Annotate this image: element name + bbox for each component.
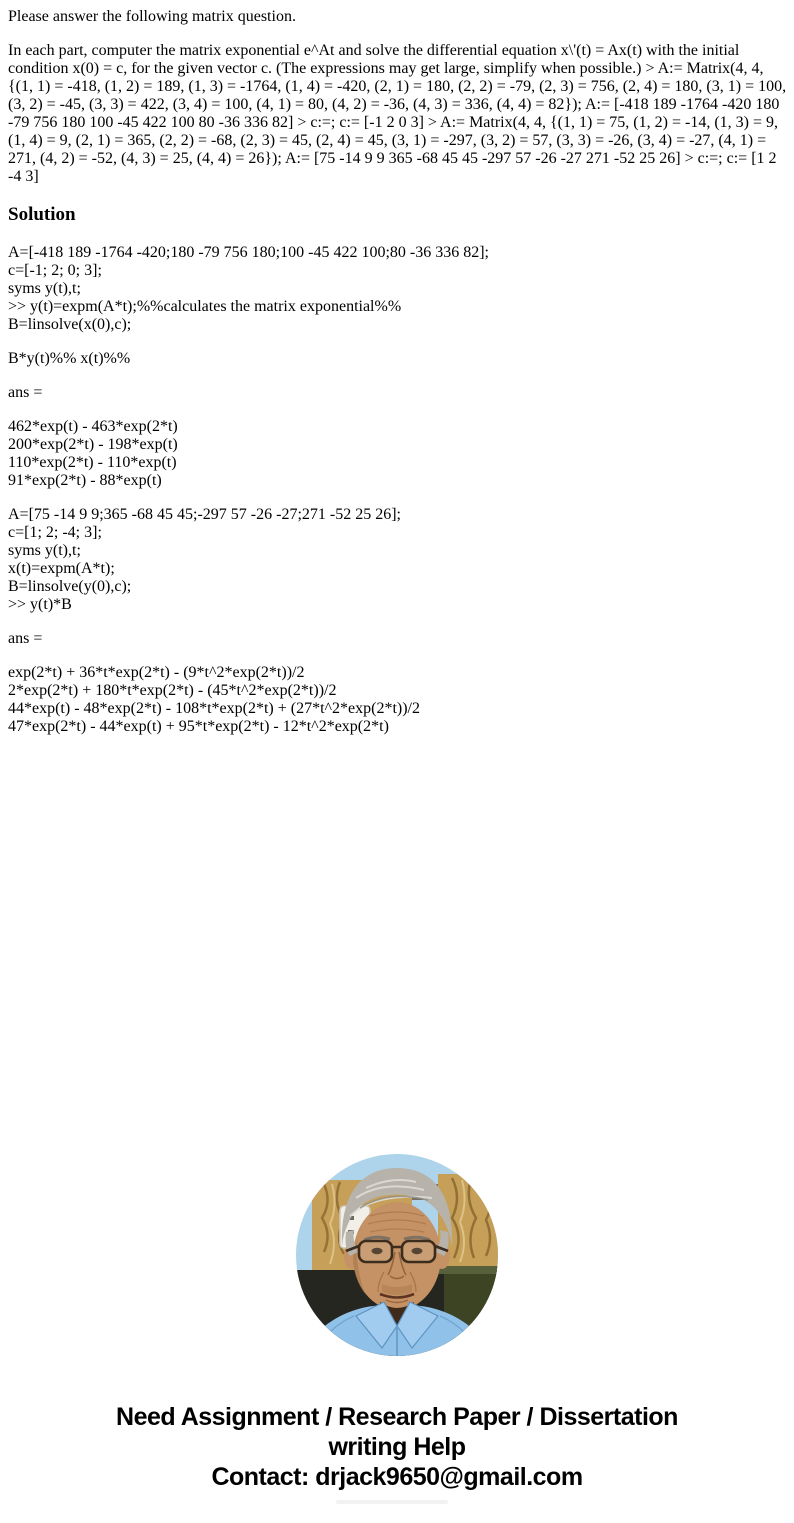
code-line: c=[1; 2; -4; 3]; [8,524,102,541]
faint-watermark [336,1500,448,1504]
result-block-2 [8,664,787,736]
tutor-photo-illustration [296,1154,498,1356]
code-block-1 [8,244,787,334]
ans-label-2: ans = [8,630,43,647]
code-line: A=[75 -14 9 9;365 -68 45 45;-297 57 -26 -27;271 -52 25 26]; [8,506,401,523]
code-line: syms y(t),t; [8,542,81,559]
code-line: 2*exp(2*t) + 180*t*exp(2*t) - (45*t^2*exp(2*t))/2 [8,682,337,699]
page-title: Please answer the following matrix question. [8,8,296,25]
code-line: B=linsolve(y(0),c); [8,578,132,595]
code-line: >> y(t)=expm(A*t);%%calculates the matrix exponential%% [8,298,402,315]
result-block-1 [8,418,787,490]
ans-label-1: ans = [8,384,43,401]
solution-heading: Solution [8,204,76,225]
tutor-photo [296,1154,498,1356]
code-line: 200*exp(2*t) - 198*exp(t) [8,436,178,453]
footer-headline-line1: Need Assignment / Research Paper / Dissertation [116,1403,678,1431]
footer-contact-email: Contact: drjack9650@gmail.com [211,1463,583,1491]
code-line: 47*exp(2*t) - 44*exp(t) + 95*t*exp(2*t) - 12*t^2*exp(2*t) [8,718,389,735]
code-line: 91*exp(2*t) - 88*exp(t) [8,472,162,489]
code-block-2 [8,506,787,614]
footer-banner [0,1402,794,1492]
code-line: exp(2*t) + 36*t*exp(2*t) - (9*t^2*exp(2*t))/2 [8,664,305,681]
code-line: c=[-1; 2; 0; 3]; [8,262,102,279]
code-line: A=[-418 189 -1764 -420;180 -79 756 180;100 -45 422 100;80 -36 336 82]; [8,244,489,261]
footer-headline-line2: writing Help [328,1433,466,1461]
code-line: x(t)=expm(A*t); [8,560,115,577]
code-line: syms y(t),t; [8,280,81,297]
code-line: 110*exp(2*t) - 110*exp(t) [8,454,177,471]
code-line: B=linsolve(x(0),c); [8,316,132,333]
code-line: >> y(t)*B [8,596,72,613]
document-body [8,0,787,752]
question-paragraph: In each part, computer the matrix exponential e^At and solve the differential equation x\'(t) = Ax(t) with the initial condition x(0) = c, for the given vector c. (The expressions may get large, simplify when possible.) > A:= Matrix(4, 4, {(1, 1) = -418, (1, 2) = 189, (1, 3) = -1764, (1, 4) = -420, (2, 1) = 180, (2, 2) = -79, (2, 3) = 756, (2, 4) = 180, (3, 1) = 100, (3, 2) = -45, (3, 3) = 422, (3, 4) = 100, (4, 1) = 80, (4, 2) = -36, (4, 3) = 336, (4, 4) = 82}); A:= [-418 189 -1764 -420 180 -79 756 180 100 -45 422 100 80 -36 336 82] > c:=; c:= [-1 2 0 3] > A:= Matrix(4, 4, {(1, 1) = 75, (1, 2) = -14, (1, 3) = 9, (1, 4) = 9, (2, 1) = 365, (2, 2) = -68, (2, 3) = 45, (2, 4) = 45, (3, 1) = -297, (3, 2) = 57, (3, 3) = -26, (3, 4) = -27, (4, 1) = 271, (4, 2) = -52, (4, 3) = 25, (4, 4) = 26}); A:= [75 -14 9 9 365 -68 45 45 -297 57 -26 -27 271 -52 25 26] > c:=; c:= [1 2 -4 3] [8,42,787,185]
code-line: 44*exp(t) - 48*exp(2*t) - 108*t*exp(2*t) + (27*t^2*exp(2*t))/2 [8,700,420,717]
expression-line: B*y(t)%% x(t)%% [8,350,131,367]
code-line: 462*exp(t) - 463*exp(2*t) [8,418,178,435]
